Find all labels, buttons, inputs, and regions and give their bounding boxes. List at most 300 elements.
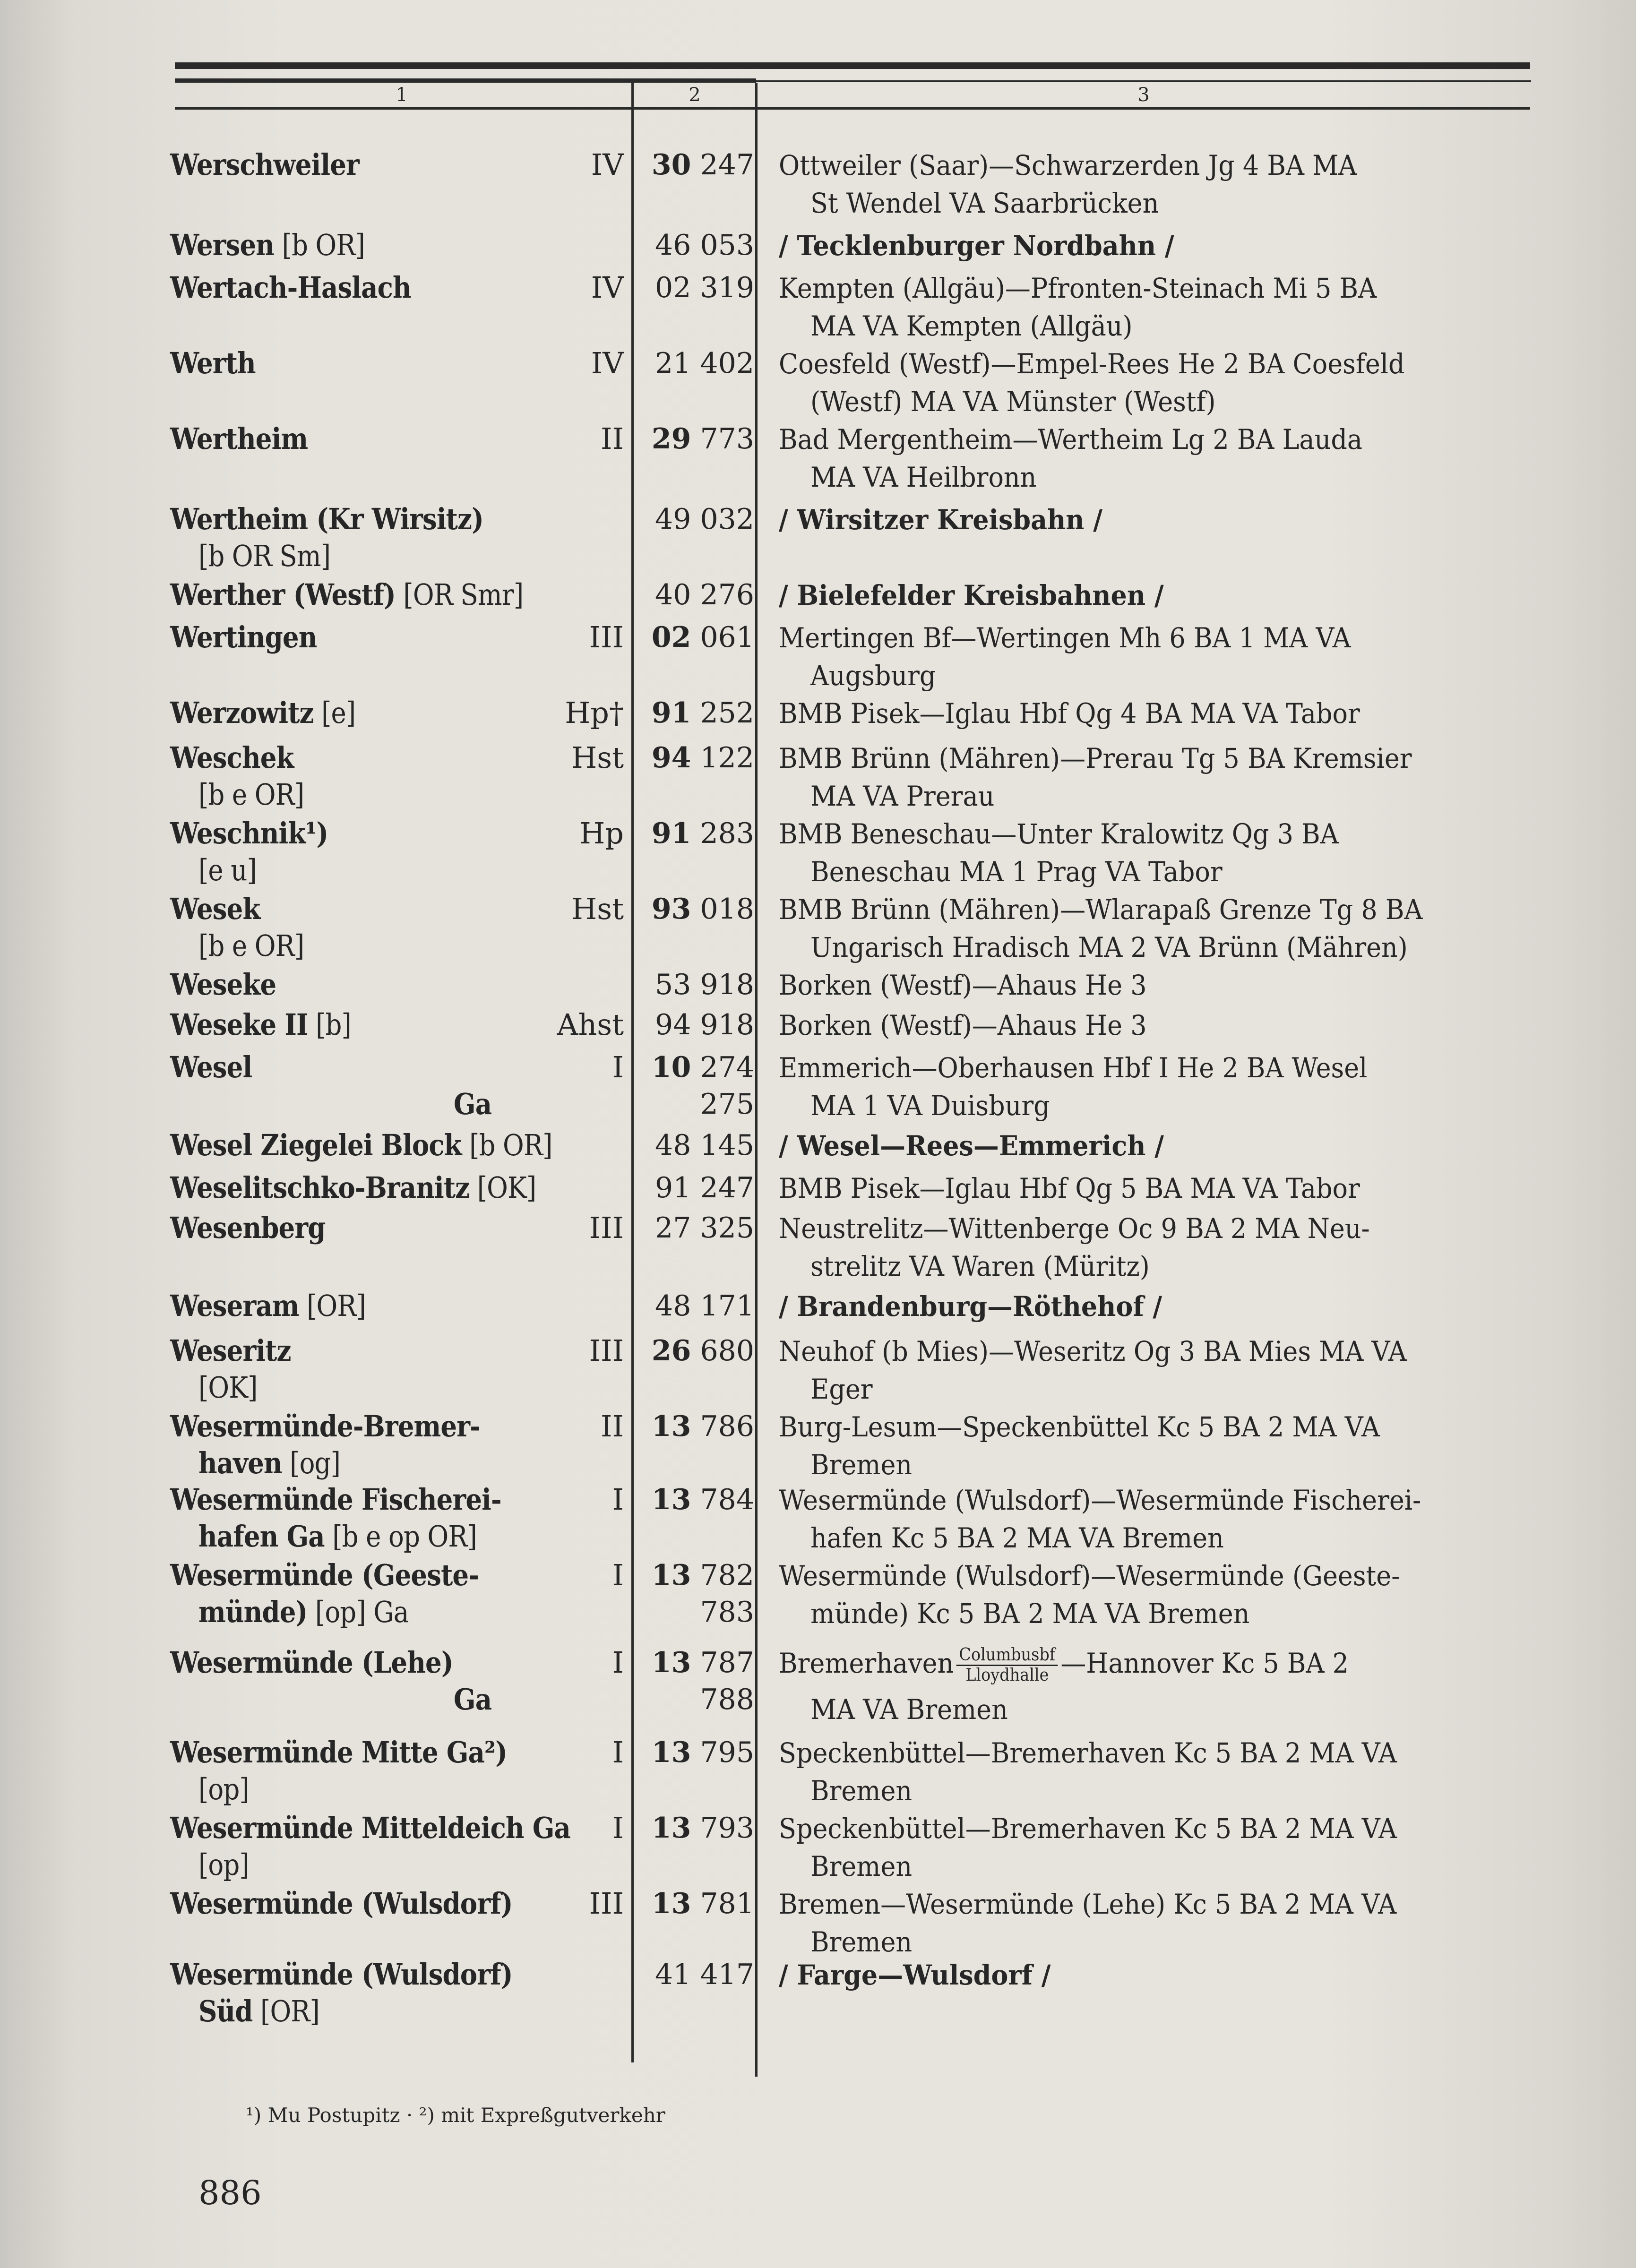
station-number-alt: 783 [700, 1596, 754, 1629]
station-number-suffix: 122 [700, 741, 754, 774]
station-category: I [612, 1811, 624, 1845]
station-name [170, 695, 355, 731]
station-category: III [589, 1333, 624, 1368]
column-header-2: 2 [689, 84, 701, 106]
station-name-main: Wesermünde Fischerei- [170, 1482, 501, 1517]
station-category: Hp† [565, 696, 624, 730]
station-number-suffix: 325 [700, 1211, 754, 1245]
route-description [779, 1127, 1499, 1165]
station-number-prefix: 13 [651, 1736, 691, 1769]
station-number-prefix: 30 [651, 148, 691, 181]
station-name-main: Weseritz [170, 1333, 291, 1368]
route-line-2: Augsburg [810, 660, 936, 692]
station-name-suffix: [OK] [469, 1170, 536, 1205]
route-line-2: Ungarisch Hradisch MA 2 VA Brünn (Mähren) [810, 931, 1408, 963]
route-line-1: Speckenbüttel—Bremerhaven Kc 5 BA 2 MA VA [779, 1813, 1397, 1845]
station-number-suffix: 773 [700, 422, 754, 455]
station-name [170, 146, 359, 183]
route-description [779, 146, 1499, 222]
station-name-main: Wesek [170, 892, 260, 926]
route-line-2: Bremen [810, 1850, 913, 1882]
station-number [636, 1169, 754, 1206]
station-number [636, 1049, 754, 1123]
station-category: I [612, 1482, 624, 1517]
route-description [779, 1557, 1499, 1632]
route-description [779, 1332, 1499, 1408]
station-number-prefix: 48 [655, 1129, 691, 1162]
route-railway-name: / Wirsitzer Kreisbahn / [779, 504, 1103, 536]
top-rule-tertiary [756, 80, 1531, 82]
station-number [636, 1956, 754, 1993]
station-name-main: Wesel [170, 1050, 252, 1084]
route-description [779, 1288, 1499, 1325]
station-name [170, 1557, 479, 1594]
station-number-prefix: 02 [651, 621, 691, 654]
station-name-line2-main: hafen Ga [198, 1519, 325, 1554]
station-category: Hst [571, 740, 624, 775]
station-number-prefix: 91 [655, 1171, 691, 1204]
station-number-prefix: 21 [655, 347, 691, 380]
station-number-suffix: 032 [700, 503, 754, 536]
station-name [170, 966, 276, 1003]
station-cell [170, 891, 624, 971]
station-cell [170, 501, 624, 581]
station-name-main: Wesermünde (Geeste- [170, 1558, 479, 1592]
route-line-1: Bremen—Wesermünde (Lehe) Kc 5 BA 2 MA VA [779, 1888, 1397, 1920]
station-number-prefix: 46 [655, 229, 691, 262]
station-number-prefix: 53 [655, 968, 691, 1001]
station-name-line2 [198, 1369, 258, 1406]
station-category: Hst [571, 892, 624, 926]
station-name-line2-main: [op] [198, 1847, 249, 1882]
route-description [779, 345, 1499, 421]
station-name-suffix: [b] [308, 1007, 351, 1042]
station-name-suffix: [OR Smr] [395, 577, 524, 612]
station-name-line2-main: [b e OR] [198, 777, 304, 812]
station-number-prefix: 49 [655, 503, 691, 536]
station-name-main: Wertach-Haslach [170, 270, 411, 305]
route-description [779, 815, 1499, 891]
station-number [636, 1332, 754, 1369]
route-description [779, 1885, 1499, 1961]
station-name-main: Wesermünde Mitte Ga²) [170, 1735, 508, 1770]
station-number-prefix: 91 [651, 696, 691, 730]
station-name [170, 1956, 513, 1993]
station-name [170, 1210, 325, 1246]
station-name [170, 815, 328, 852]
route-start: Bremerhaven [779, 1647, 954, 1679]
station-name [170, 619, 317, 656]
station-category: I [612, 1558, 624, 1592]
station-cell [170, 146, 624, 227]
station-name-line2-main: Ga [454, 1087, 492, 1121]
station-number [636, 1885, 754, 1922]
route-line-2: strelitz VA Waren (Müritz) [810, 1250, 1150, 1282]
station-number-suffix: 247 [700, 148, 754, 181]
top-rule-secondary [175, 78, 756, 83]
station-name-line2-main: Ga [454, 1682, 492, 1717]
route-line-2: münde) Kc 5 BA 2 MA VA Bremen [810, 1598, 1250, 1630]
station-category: III [589, 1211, 624, 1245]
station-category: I [612, 1735, 624, 1770]
station-number-suffix: 145 [700, 1129, 754, 1162]
route-line-1: Coesfeld (Westf)—Empel-Rees He 2 BA Coesfeld [779, 348, 1405, 380]
station-name-suffix: [b OR] [274, 228, 365, 262]
route-line-1: Kempten (Allgäu)—Pfronten-Steinach Mi 5 BA [779, 272, 1377, 304]
station-number-suffix: 795 [700, 1736, 754, 1769]
station-name-main: Wersen [170, 228, 275, 262]
station-name-line2 [198, 1445, 340, 1482]
station-number-suffix: 680 [700, 1334, 754, 1367]
route-description [779, 739, 1499, 815]
station-number-suffix: 781 [700, 1887, 754, 1920]
station-category: Ahst [557, 1007, 624, 1042]
station-cell [170, 1956, 624, 2036]
station-number-suffix: 918 [700, 1008, 754, 1041]
station-cell [170, 619, 624, 699]
station-number-suffix: 787 [700, 1646, 754, 1679]
station-name-main: Weseke II [170, 1007, 308, 1042]
route-description [779, 421, 1499, 496]
station-name-main: Wesermünde-Bremer- [170, 1409, 480, 1443]
station-number-suffix: 274 [700, 1051, 754, 1084]
station-cell [170, 1481, 624, 1562]
route-line-1: Wesermünde (Wulsdorf)—Wesermünde Fischerei- [779, 1484, 1421, 1516]
route-line-1: BMB Pisek—Iglau Hbf Qg 5 BA MA VA Tabor [779, 1172, 1360, 1204]
route-description [779, 501, 1499, 539]
route-description [779, 1956, 1499, 1994]
station-number [636, 1127, 754, 1164]
station-name-line2-suffix: [b e op OR] [324, 1519, 477, 1554]
station-name-main: Werth [170, 346, 256, 380]
station-number [636, 227, 754, 264]
station-category: IV [591, 346, 624, 380]
station-cell [170, 739, 624, 820]
station-number-prefix: 93 [651, 893, 691, 926]
route-description [779, 1481, 1499, 1557]
station-number [636, 1288, 754, 1324]
station-name [170, 501, 483, 538]
station-name-line2-main: [b e OR] [198, 928, 304, 963]
station-cell [170, 1644, 624, 1725]
station-number [636, 345, 754, 382]
station-cell [170, 1557, 624, 1637]
route-description [779, 227, 1499, 265]
route-line-2: (Westf) MA VA Münster (Westf) [810, 386, 1216, 418]
station-name [170, 1288, 366, 1324]
station-number [636, 815, 754, 852]
station-cell [170, 1332, 624, 1413]
station-number [636, 501, 754, 538]
station-name-line2 [454, 1086, 491, 1123]
page-number: 886 [198, 2174, 262, 2212]
station-category: III [589, 1886, 624, 1921]
column-header-1: 1 [396, 84, 408, 106]
station-number-alt: 788 [700, 1683, 754, 1716]
station-name-main: Wertingen [170, 620, 317, 654]
route-line-1: Bad Mergentheim—Wertheim Lg 2 BA Lauda [779, 423, 1363, 455]
station-name [170, 1408, 480, 1445]
station-number-prefix: 13 [651, 1559, 691, 1592]
station-name [170, 421, 308, 457]
station-number [636, 1006, 754, 1043]
station-number [636, 739, 754, 776]
station-number-suffix: 918 [700, 968, 754, 1001]
station-name-suffix: [e] [313, 696, 356, 730]
route-description [779, 695, 1499, 732]
route-description [779, 1006, 1499, 1044]
station-name-line2-suffix: [op] Ga [307, 1595, 409, 1629]
station-number [636, 1210, 754, 1246]
route-line-1: Emmerich—Oberhausen Hbf I He 2 BA Wesel [779, 1052, 1368, 1084]
station-category: IV [591, 147, 624, 182]
station-name-line2 [198, 776, 304, 813]
route-railway-name: / Bielefelder Kreisbahnen / [779, 579, 1164, 611]
route-railway-name: / Farge—Wulsdorf / [779, 1959, 1051, 1991]
station-name-line2 [198, 1594, 409, 1631]
route-line-2: hafen Kc 5 BA 2 MA VA Bremen [810, 1522, 1224, 1554]
station-name-line2 [198, 1771, 249, 1808]
station-number [636, 1557, 754, 1631]
station-name-line2 [198, 852, 257, 889]
station-name-main: Wertheim [170, 421, 308, 456]
route-line-1: Neuhof (b Mies)—Weseritz Og 3 BA Mies MA VA [779, 1335, 1407, 1367]
station-number-prefix: 40 [655, 578, 691, 611]
station-cell [170, 1408, 624, 1488]
route-line-2: Bremen [810, 1449, 913, 1481]
route-line-2: MA VA Kempten (Allgäu) [810, 310, 1133, 342]
station-name-line2 [198, 538, 330, 575]
route-line-1: Speckenbüttel—Bremerhaven Kc 5 BA 2 MA VA [779, 1737, 1397, 1769]
station-cell [170, 421, 624, 501]
station-name-line2-main: haven [198, 1446, 282, 1480]
route-line-2: MA VA Bremen [810, 1693, 1008, 1726]
station-name [170, 1644, 453, 1681]
station-name-line2-main: Süd [198, 1994, 253, 2028]
route-line-2: St Wendel VA Saarbrücken [810, 187, 1159, 219]
station-number-prefix: 02 [655, 271, 691, 304]
station-cell [170, 1210, 624, 1290]
route-railway-name: / Brandenburg—Röthehof / [779, 1290, 1162, 1323]
column-divider-1 [631, 83, 634, 2062]
route-line-1: Ottweiler (Saar)—Schwarzerden Jg 4 BA MA [779, 149, 1357, 181]
route-description [779, 1169, 1499, 1207]
station-name-suffix: [OR] [299, 1289, 366, 1323]
station-name-main: Weschek [170, 740, 294, 775]
station-cell [170, 1734, 624, 1814]
route-description [779, 966, 1499, 1004]
route-line-1: Mertingen Bf—Wertingen Mh 6 BA 1 MA VA [779, 622, 1351, 654]
station-number-prefix: 48 [655, 1289, 691, 1323]
station-number-suffix: 283 [700, 817, 754, 850]
station-cell [170, 345, 624, 425]
route-line-1: Burg-Lesum—Speckenbüttel Kc 5 BA 2 MA VA [779, 1411, 1380, 1443]
station-name-main: Weschnik¹) [170, 816, 328, 850]
station-name-line2 [198, 1993, 319, 2030]
header-rule [175, 107, 1530, 110]
route-line-1: BMB Brünn (Mähren)—Prerau Tg 5 BA Kremsier [779, 742, 1412, 774]
station-name-main: Weselitschko-Branitz [170, 1170, 470, 1205]
station-name-line2 [454, 1681, 491, 1718]
station-number-suffix: 053 [700, 229, 754, 262]
station-name-main: Wesermünde (Lehe) [170, 1645, 453, 1680]
station-number [636, 146, 754, 183]
station-number [636, 269, 754, 306]
station-name [170, 576, 523, 613]
station-name [170, 1332, 291, 1369]
station-number-prefix: 41 [655, 1958, 691, 1991]
route-line-2: MA 1 VA Duisburg [810, 1090, 1050, 1122]
route-description [779, 1210, 1499, 1285]
fraction-top: Columbusbf [956, 1646, 1058, 1666]
station-number-prefix: 29 [651, 422, 691, 455]
station-name [170, 1734, 507, 1771]
station-name-main: Weseke [170, 967, 276, 1002]
station-name-line2 [198, 928, 304, 964]
route-line-1: BMB Pisek—Iglau Hbf Qg 4 BA MA VA Tabor [779, 697, 1360, 730]
station-fraction [956, 1646, 1058, 1685]
route-description [779, 576, 1499, 614]
station-cell [170, 1049, 624, 1129]
station-number-prefix: 13 [651, 1887, 691, 1920]
route-description [779, 891, 1499, 966]
station-number-suffix: 252 [700, 696, 754, 730]
column-header-3: 3 [1137, 84, 1150, 106]
route-rest: —Hannover Kc 5 BA 2 [1060, 1647, 1349, 1679]
station-name [170, 1127, 552, 1164]
station-number-prefix: 94 [651, 741, 691, 774]
fraction-bottom: Lloydhalle [965, 1666, 1049, 1685]
station-name [170, 1169, 536, 1206]
route-description [779, 1408, 1499, 1484]
station-number-suffix: 782 [700, 1559, 754, 1592]
station-cell [170, 1810, 624, 1890]
station-number-alt: 275 [700, 1088, 754, 1121]
station-cell [170, 269, 624, 350]
station-name [170, 1006, 351, 1043]
column-divider-2 [755, 83, 758, 2077]
route-line-2: Eger [810, 1373, 873, 1405]
station-number-suffix: 786 [700, 1410, 754, 1443]
station-number [636, 1644, 754, 1718]
station-number [636, 891, 754, 928]
station-number-prefix: 10 [651, 1051, 691, 1084]
station-number-suffix: 793 [700, 1812, 754, 1845]
station-name-suffix: [b OR] [461, 1128, 552, 1162]
station-number-suffix: 784 [700, 1483, 754, 1516]
station-number-suffix: 171 [700, 1289, 754, 1323]
station-number [636, 1481, 754, 1518]
station-cell [170, 1885, 624, 1966]
station-name [170, 227, 365, 264]
route-line-1: BMB Brünn (Mähren)—Wlarapaß Grenze Tg 8 BA [779, 893, 1423, 926]
station-number [636, 576, 754, 613]
station-number-prefix: 13 [651, 1483, 691, 1516]
route-line-2: Beneschau MA 1 Prag VA Tabor [810, 856, 1223, 888]
station-number-prefix: 13 [651, 1812, 691, 1845]
station-name-line2-main: [op] [198, 1772, 249, 1806]
station-number-prefix: 26 [651, 1334, 691, 1367]
route-line-2: MA VA Heilbronn [810, 461, 1037, 493]
station-name [170, 891, 260, 928]
station-number-suffix: 402 [700, 347, 754, 380]
route-description [779, 269, 1499, 345]
route-railway-name: / Wesel—Rees—Emmerich / [779, 1130, 1164, 1162]
station-category: III [589, 620, 624, 654]
station-category: IV [591, 270, 624, 305]
route-line-2: MA VA Prerau [810, 780, 995, 812]
route-description [779, 1049, 1499, 1125]
route-line-1: Wesermünde (Wulsdorf)—Wesermünde (Geeste- [779, 1560, 1400, 1592]
route-line-1: Neustrelitz—Wittenberge Oc 9 BA 2 MA Neu- [779, 1212, 1370, 1245]
station-name [170, 1481, 501, 1518]
route-line-1: Borken (Westf)—Ahaus He 3 [779, 1009, 1147, 1041]
station-number [636, 1810, 754, 1847]
station-name-line2-main: [b OR Sm] [198, 539, 331, 573]
station-number [636, 695, 754, 731]
route-line-1: BMB Beneschau—Unter Kralowitz Qg 3 BA [779, 818, 1339, 850]
station-name-main: Wesermünde Mitteldeich Ga [170, 1811, 571, 1845]
station-category: II [601, 421, 624, 456]
station-name-main: Wesel Ziegelei Block [170, 1128, 462, 1162]
station-number-prefix: 13 [651, 1410, 691, 1443]
station-number-suffix: 247 [700, 1171, 754, 1204]
station-name-main: Werschweiler [170, 147, 359, 182]
route-description [779, 1734, 1499, 1810]
station-number [636, 1408, 754, 1445]
station-number-prefix: 27 [655, 1211, 691, 1245]
station-number-suffix: 061 [700, 621, 754, 654]
route-description [779, 1810, 1499, 1885]
station-name-main: Weseram [170, 1289, 299, 1323]
station-number-suffix: 018 [700, 893, 754, 926]
station-name [170, 269, 411, 306]
station-name-line2-main: münde) [198, 1595, 308, 1629]
station-category: II [601, 1409, 624, 1443]
station-name-main: Werther (Westf) [170, 577, 396, 612]
station-name-main: Werzowitz [170, 696, 314, 730]
station-number-suffix: 276 [700, 578, 754, 611]
route-line-2: Bremen [810, 1775, 913, 1807]
station-number-prefix: 91 [651, 817, 691, 850]
station-category: I [612, 1050, 624, 1084]
station-number-prefix: 94 [655, 1008, 691, 1041]
route-railway-name: / Tecklenburger Nordbahn / [779, 230, 1174, 262]
station-number [636, 421, 754, 457]
station-category: I [612, 1645, 624, 1680]
station-name-line2-main: [OK] [198, 1370, 258, 1405]
station-name-line2-suffix: [OR] [252, 1994, 319, 2028]
route-line-1 [779, 1644, 1499, 1685]
station-category: Hp [579, 816, 624, 850]
station-cell [170, 815, 624, 895]
route-line-1: Borken (Westf)—Ahaus He 3 [779, 969, 1147, 1001]
station-name [170, 345, 256, 382]
station-name-line2 [198, 1518, 477, 1555]
footnotes: ¹) Mu Postupitz · ²) mit Expreßgutverkehr [246, 2104, 665, 2127]
station-number [636, 966, 754, 1003]
station-name-main: Wesenberg [170, 1211, 326, 1245]
route-line-2: Bremen [810, 1926, 913, 1958]
station-name-line2-suffix: [og] [282, 1446, 341, 1480]
route-description [779, 619, 1499, 695]
station-number [636, 1734, 754, 1771]
station-name [170, 739, 294, 776]
station-number-suffix: 319 [700, 271, 754, 304]
station-number [636, 619, 754, 656]
station-number-suffix: 417 [700, 1958, 754, 1991]
station-name-main: Wesermünde (Wulsdorf) [170, 1886, 513, 1921]
